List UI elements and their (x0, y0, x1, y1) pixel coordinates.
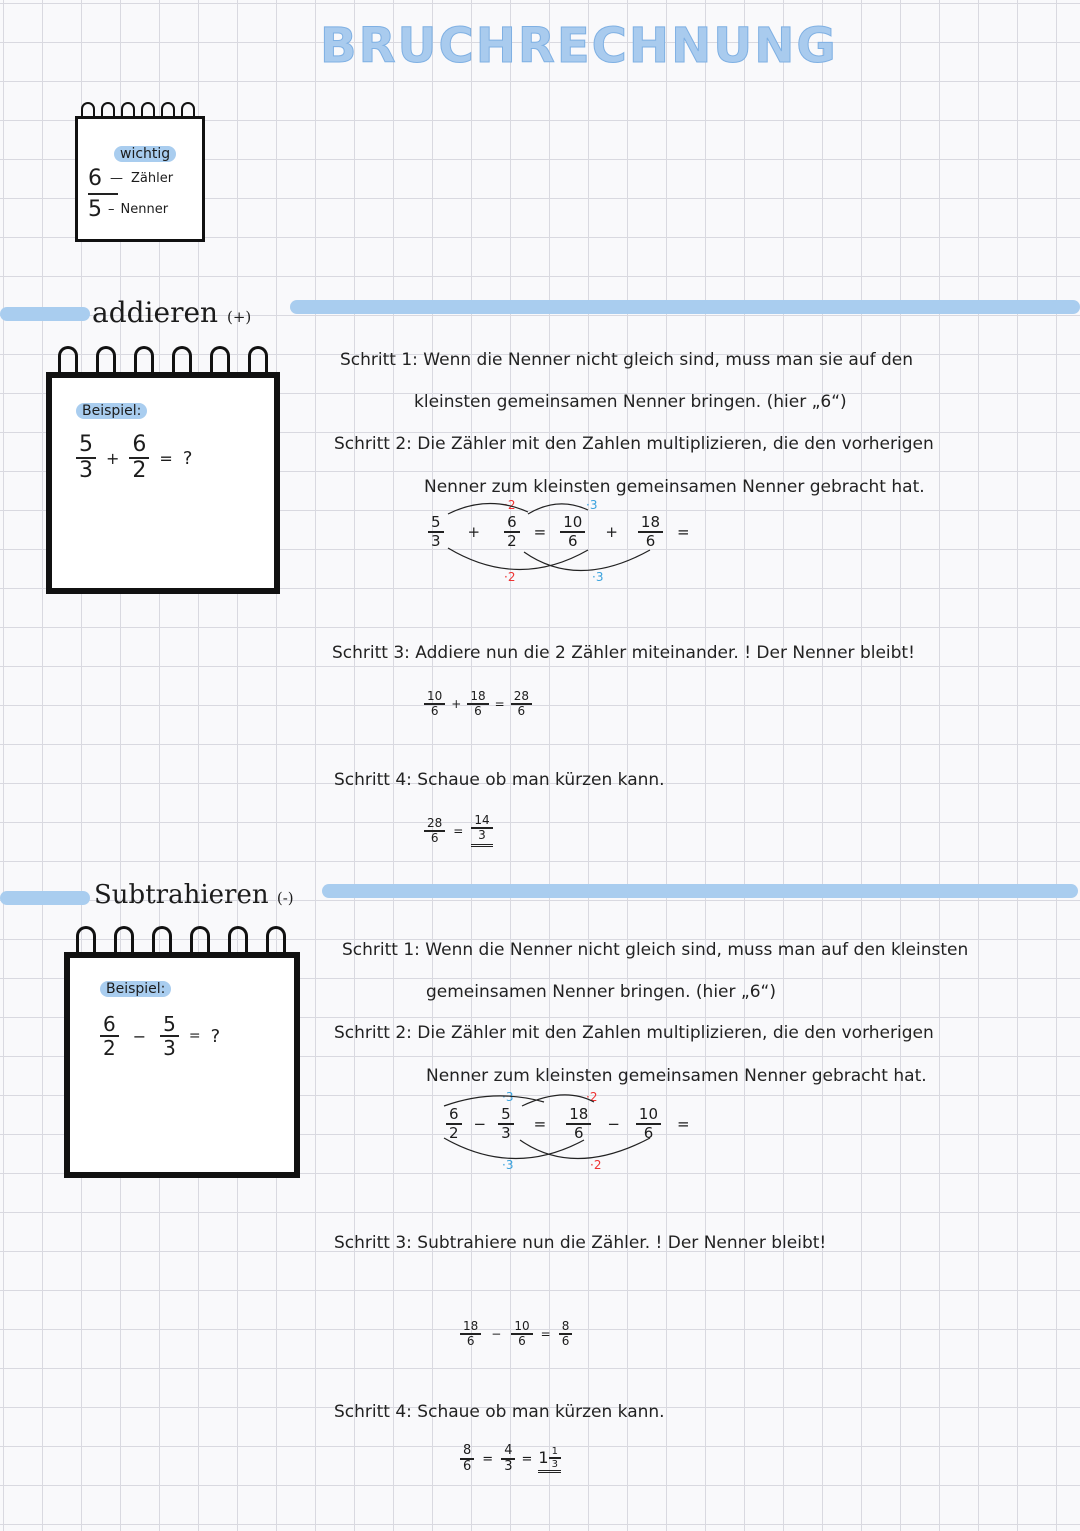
subtrahieren-left-bar (0, 891, 90, 905)
fraction: $\frac{6}{2}$ (446, 1106, 462, 1141)
multiplier-label: ·2 (586, 1090, 598, 1104)
sub-step3-calc: $\frac{18}{6}$ − $\frac{10}{6}$ = $\frac{8}{6}$ (460, 1320, 572, 1348)
arrow-curves (444, 1092, 674, 1182)
sub-step4: Schritt 4: Schaue ob man kürzen kann. (334, 1402, 665, 1422)
nenner-label: Nenner (120, 202, 169, 217)
result-unknown: ? (182, 447, 193, 469)
add-step4: Schritt 4: Schaue ob man kürzen kann. (334, 770, 665, 790)
fraction: $\frac{10}{6}$ (560, 514, 585, 549)
sub-step2-calc: $\frac{6}{2}$ − $\frac{5}{3}$ = $\frac{18}{6}$ − $\frac{10}{6}$ = ·3 ·2 ·3 ·2 (446, 1106, 706, 1141)
beispiel-label: Beispiel: (76, 403, 147, 419)
addieren-left-bar (0, 307, 90, 321)
page-title: BRUCHRECHNUNG (320, 18, 838, 74)
addieren-example-pad (46, 346, 280, 594)
fraction: $\frac{6}{2}$ (100, 1013, 119, 1059)
wichtig-note: wichtig 6 — Zähler 5 – Nenner (75, 102, 205, 242)
multiplier-label: ·3 (586, 498, 598, 512)
subtrahieren-heading: Subtrahieren (-) (94, 880, 294, 910)
sub-step1-line1: Schritt 1: Wenn die Nenner nicht gleich sind, muss man auf den kleinsten (342, 940, 969, 960)
plus-sign: + (106, 448, 120, 468)
fraction: $\frac{6}{2}$ (129, 433, 149, 483)
sub-step1-line2: gemeinsamen Nenner bringen. (hier „6“) (426, 982, 776, 1002)
multiplier-label: ·2 (504, 570, 516, 584)
add-step1-line1: Schritt 1: Wenn die Nenner nicht gleich sind, muss man sie auf den (340, 350, 914, 370)
zaehler-value: 6 (88, 166, 102, 191)
equals-sign: = (159, 448, 173, 468)
add-step2-calc: $\frac{5}{3}$ + $\frac{6}{2}$ = $\frac{10}{6}$ + $\frac{18}{6}$ = ·2 ·3 ·2 ·3 (428, 514, 704, 549)
add-step3: Schritt 3: Addiere nun die 2 Zähler miteinander. ! Der Nenner bleibt! (332, 643, 915, 663)
addieren-heading: addieren (+) (92, 296, 252, 329)
mixed-number: 1 $\frac{1}{3}$ (538, 1446, 561, 1473)
beispiel-label: Beispiel: (100, 981, 171, 997)
result-unknown: ? (210, 1025, 221, 1047)
subtrahieren-right-bar (322, 884, 1078, 898)
multiplier-label: ·3 (502, 1158, 514, 1172)
arrow-curves (428, 500, 668, 590)
spiral-rings (58, 346, 280, 372)
add-step1-line2: kleinsten gemeinsamen Nenner bringen. (hier „6“) (414, 392, 847, 412)
fraction: $\frac{6}{2}$ (504, 514, 520, 549)
fraction: $\frac{5}{3}$ (498, 1106, 514, 1141)
fraction: $\frac{5}{3}$ (428, 514, 444, 549)
sub-step2-line1: Schritt 2: Die Zähler mit den Zahlen multiplizieren, die den vorherigen (334, 1023, 934, 1043)
wichtig-label: wichtig (114, 146, 176, 162)
add-step4-calc: $\frac{28}{6}$ = $\frac{14}{3}$ (424, 814, 493, 847)
add-step3-calc: $\frac{10}{6}$ + $\frac{18}{6}$ = $\frac{28}{6}$ (424, 690, 532, 718)
multiplier-label: ·2 (504, 498, 516, 512)
addieren-right-bar (290, 300, 1080, 314)
fraction: $\frac{5}{3}$ (160, 1013, 179, 1059)
zaehler-label: Zähler (131, 171, 174, 186)
subtrahieren-example-pad (64, 926, 300, 1178)
add-step2-line1: Schritt 2: Die Zähler mit den Zahlen multiplizieren, die den vorherigen (334, 434, 934, 454)
spiral-rings (76, 926, 300, 952)
multiplier-label: ·2 (590, 1158, 602, 1172)
sub-step3: Schritt 3: Subtrahiere nun die Zähler. ! Der Nenner bleibt! (334, 1233, 827, 1253)
nenner-value: 5 (88, 197, 102, 222)
minus-sign: − (132, 1026, 147, 1046)
multiplier-label: ·3 (592, 570, 604, 584)
fraction: $\frac{5}{3}$ (76, 433, 96, 483)
sub-step4-calc: $\frac{8}{6}$ = $\frac{4}{3}$ = 1 $\frac{1}{3}$ (460, 1444, 561, 1475)
equals-sign: = (188, 1028, 201, 1044)
sub-step2-line2: Nenner zum kleinsten gemeinsamen Nenner gebracht hat. (426, 1066, 927, 1086)
add-step2-line2: Nenner zum kleinsten gemeinsamen Nenner gebracht hat. (424, 477, 925, 497)
fraction: $\frac{18}{6}$ (638, 514, 663, 549)
spiral-rings (81, 102, 205, 116)
multiplier-label: ·3 (502, 1090, 514, 1104)
fraction: $\frac{18}{6}$ (566, 1106, 591, 1141)
fraction: $\frac{10}{6}$ (636, 1106, 661, 1141)
